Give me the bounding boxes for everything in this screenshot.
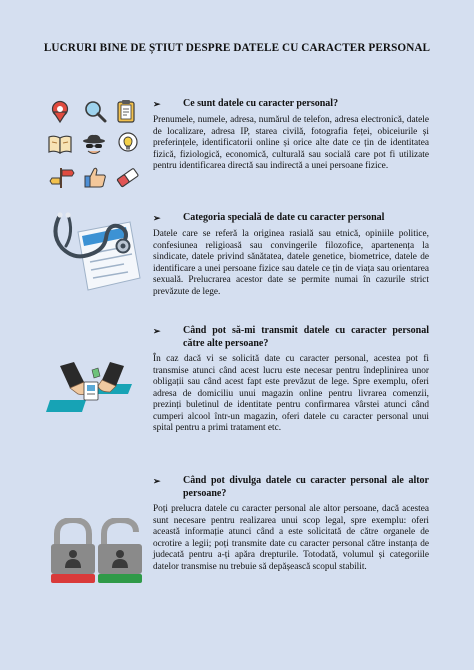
- section-heading-text: Când pot să-mi transmit datele cu caracter personal către alte persoane?: [183, 325, 429, 349]
- section-heading: [153, 97, 429, 111]
- eraser-icon: [117, 168, 139, 187]
- data-exchange-illustration: [40, 360, 142, 418]
- bullet-arrow-icon: ➢: [153, 476, 161, 486]
- section-body: Datele care se referă la originea rasială sau etnică, opiniile politice, confesiunea religioasă sau convingerile filozofice, apartenența la sindicate, datele privind sănătatea, datele genetice, biometrice, datele de identificare a unei persoane fizice sau datele ce țin de viața sau orientarea sexuală. Prelucrarea acestor date se permite numai în cazurile strict prevăzute de lege.: [153, 229, 429, 297]
- section-body: Prenumele, numele, adresa, numărul de telefon, adresa electronică, datele de localizare, adresa IP, starea civilă, fotografia feței, obiceiurile și preferințele, identificatorii online și orice alte date ce țin de identitatea fizică, fiziologică, economică, culturală sau socială care pot fi utilizate pentru identificarea directă sau indirectă a unei persoane fizice.: [153, 115, 429, 172]
- thumbs-up-icon: [85, 168, 105, 187]
- page-title: LUCRURI BINE DE ȘTIUT DESPRE DATELE CU CARACTER PERSONAL: [43, 42, 431, 54]
- stethoscope-illustration: [44, 212, 144, 296]
- padlocks-illustration: [50, 518, 142, 590]
- open-book-icon: [49, 136, 71, 153]
- section-heading: [153, 211, 429, 225]
- personal-data-icons-grid: [46, 98, 146, 190]
- spy-icon: [83, 135, 105, 154]
- section-body: În caz dacă vi se solicită date cu caracter personal, acestea pot fi transmise atunci când acest lucru este necesar pentru îndeplinirea unor obligații sau când acest fapt este prevăzut de lege. Spre exemplu, oferi adresa de domiciliu unui magazin online pentru livrarea comenzii, prezinți buletinul de identitate pentru confirmarea vârstei atunci când cumperi alcool într-un magazin, oferi datele cu caracter personal unui spital pentru a primi tratament etc.: [153, 354, 429, 434]
- section-special-category: [153, 211, 429, 298]
- padlock-icon: [98, 520, 142, 583]
- lightbulb-icon: [119, 133, 137, 151]
- section-heading-text: Când pot divulga datele cu caracter personal ale altor persoane?: [183, 475, 429, 499]
- signpost-icon: [50, 168, 74, 188]
- hands-exchange-icon: [46, 362, 132, 412]
- bullet-arrow-icon: ➢: [153, 213, 161, 223]
- section-personal-data-definition: [153, 97, 429, 173]
- section-heading: [153, 474, 429, 500]
- bullet-arrow-icon: ➢: [153, 326, 161, 336]
- section-disclose-others-data: [153, 474, 429, 573]
- section-heading-text: Categoria specială de date cu caracter personal: [183, 212, 385, 223]
- padlock-icon: [51, 520, 95, 583]
- section-body: Poți prelucra datele cu caracter personal ale altor persoane, dacă acestea sunt necesare pentru realizarea unui scop legal, spre exemplu: oferi această informație atunci când a este solicitată de către organele de ocrotire a legii; poți transmite date cu caracter personal către instanța de judecată pentru a-ți apăra drepturile. Totodată, volumul și categoriile datelor transmise nu trebuie să depășească scopul stabilit.: [153, 504, 429, 572]
- bullet-arrow-icon: ➢: [153, 99, 161, 109]
- section-heading-text: Ce sunt datele cu caracter personal?: [183, 98, 339, 109]
- section-transmit-own-data: [153, 324, 429, 435]
- location-pin-icon: [53, 102, 68, 123]
- section-heading: [153, 324, 429, 350]
- magnifier-icon: [86, 102, 105, 121]
- clipboard-icon: [118, 100, 134, 122]
